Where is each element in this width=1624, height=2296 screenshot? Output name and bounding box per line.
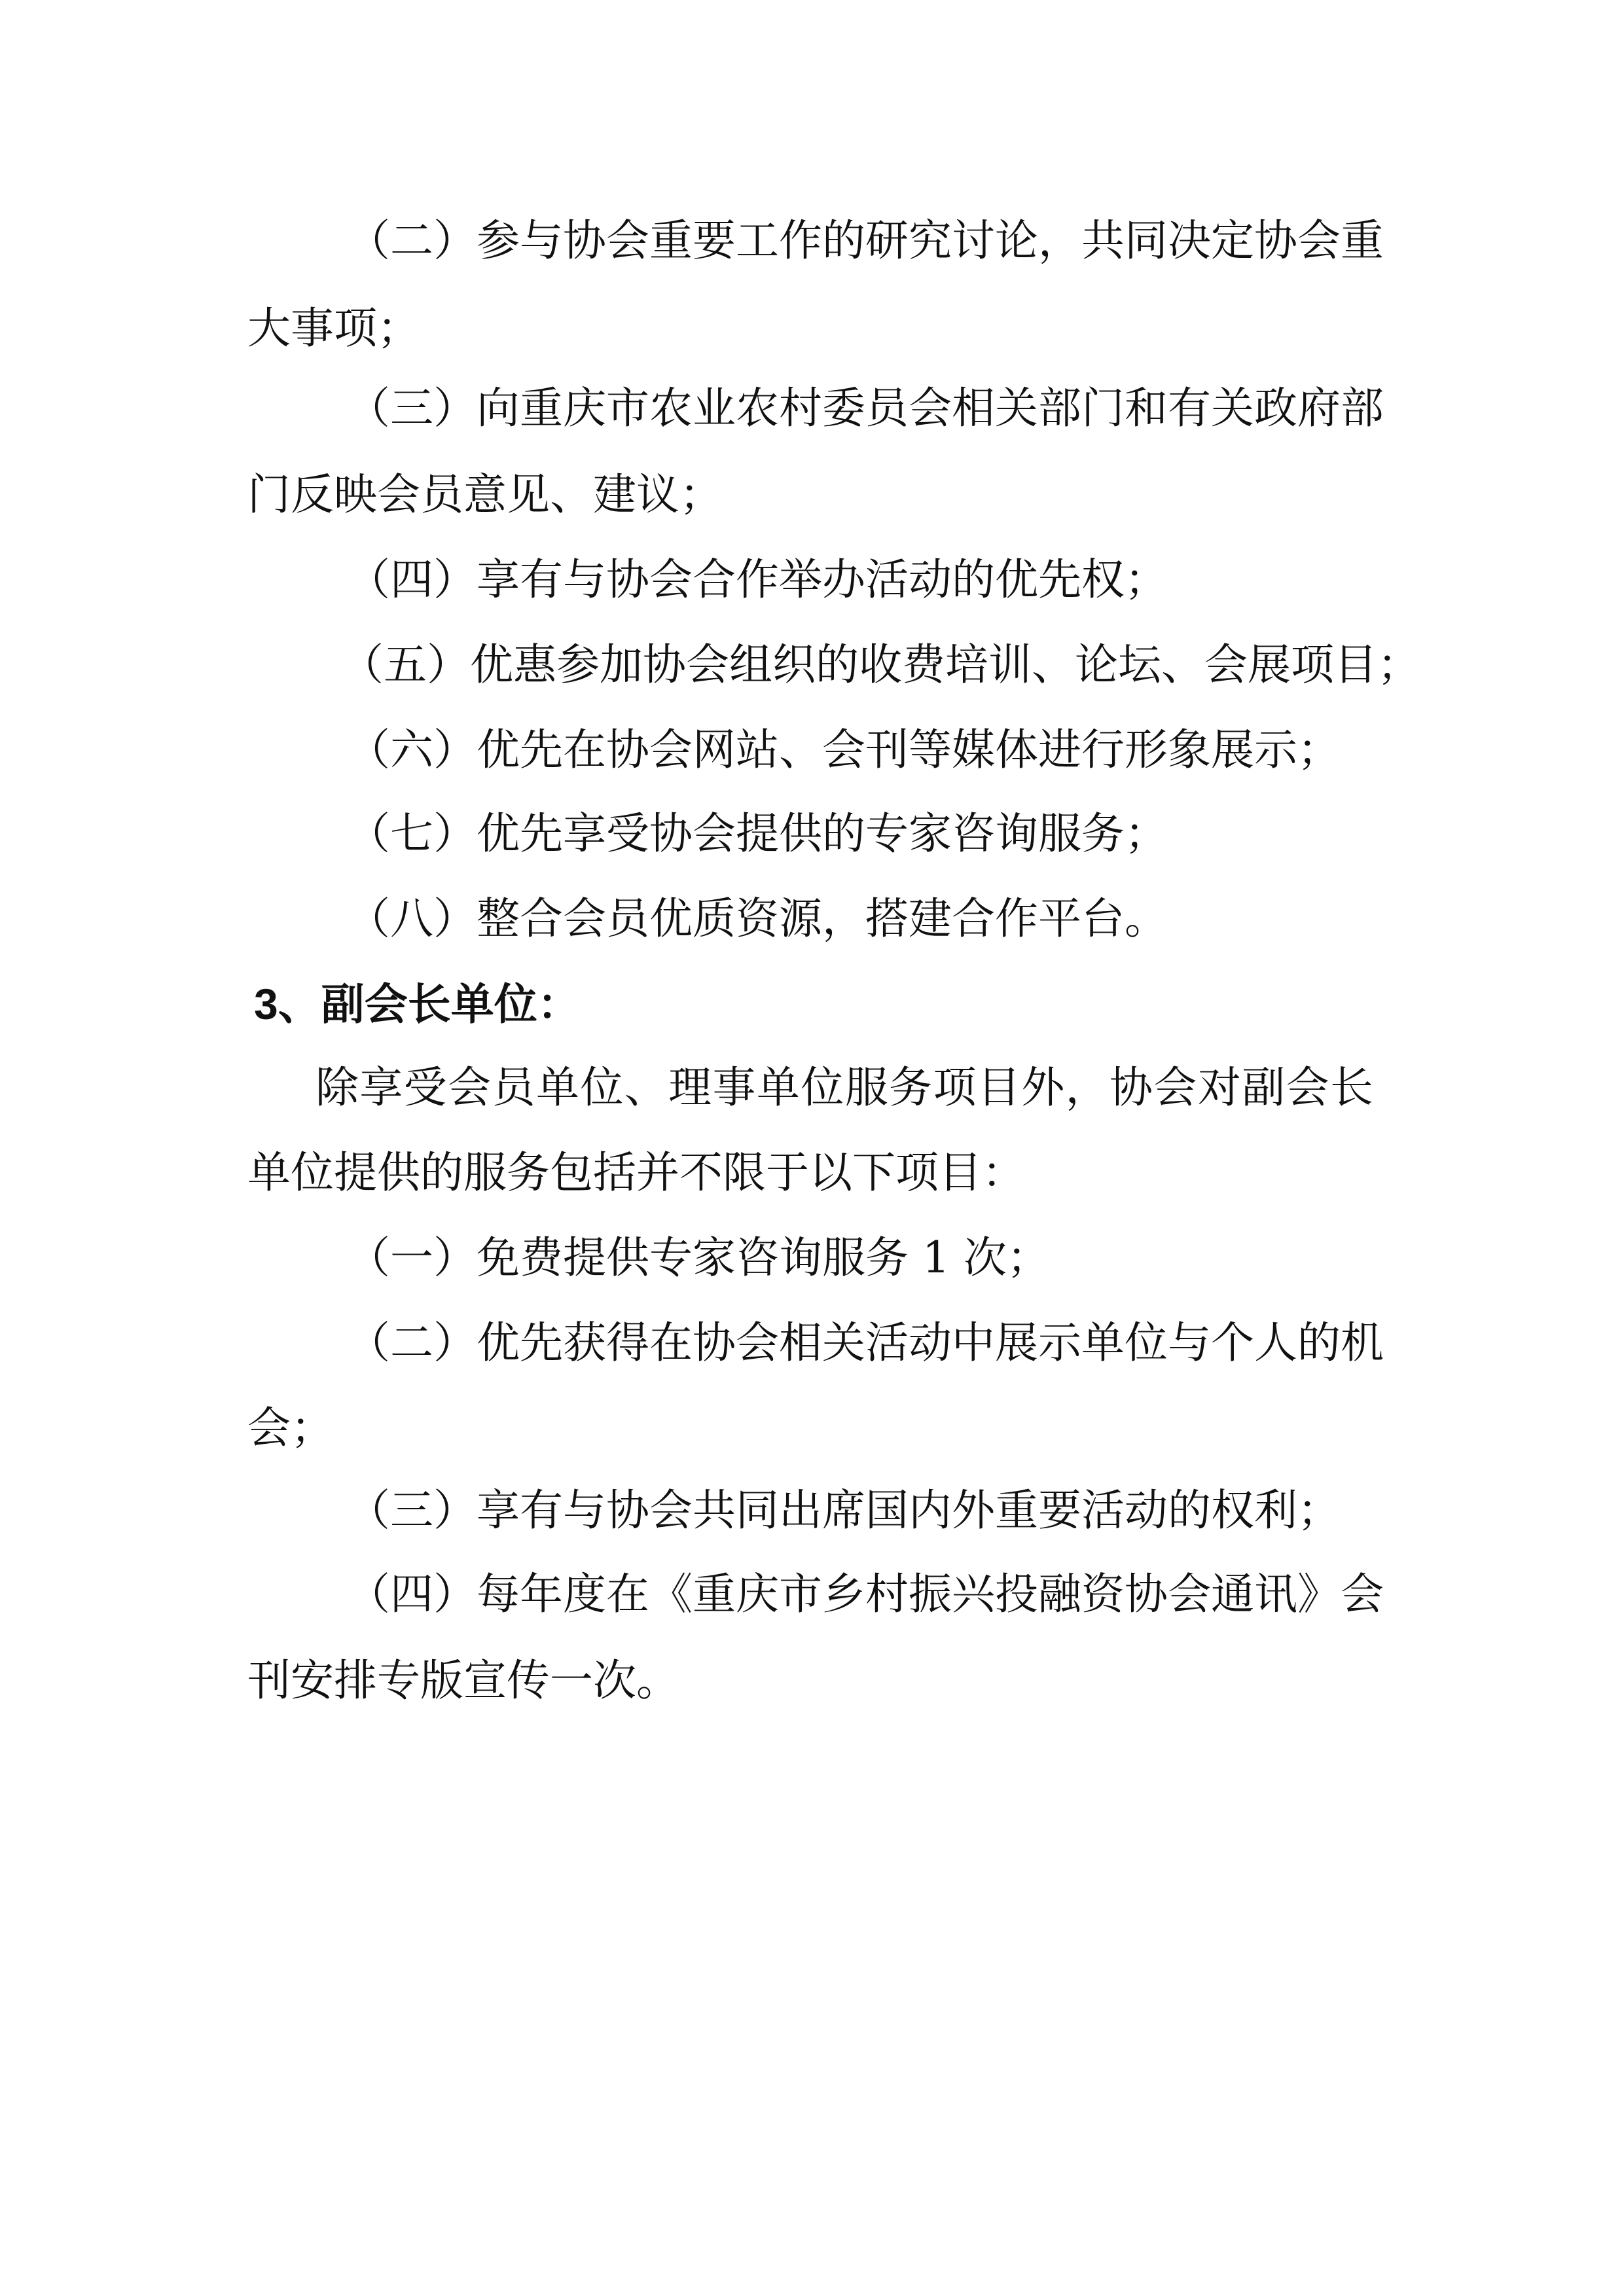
paragraph-8: （八）整合会员优质资源，搭建合作平台。 (347, 893, 1168, 944)
section-title: 、副会长单位： (278, 979, 581, 1030)
paragraph-4: （四）享有与协会合作举办活动的优先权； (347, 554, 1168, 605)
paragraph-2-line-2: 大事项； (247, 303, 420, 353)
section-number: 3 (254, 980, 278, 1028)
intro-line-1: 除享受会员单位、理事单位服务项目外，协会对副会长 (316, 1062, 1373, 1113)
paragraph-3-line-2: 门反映会员意见、建议； (247, 469, 723, 520)
item-3: （三）享有与协会共同出席国内外重要活动的权利； (347, 1485, 1341, 1535)
item-4-line-1: （四）每年度在《重庆市乡村振兴投融资协会通讯》会 (347, 1569, 1384, 1619)
paragraph-5: （五）优惠参加协会组织的收费培训、论坛、会展项目； (340, 639, 1420, 690)
intro-line-2: 单位提供的服务包括并不限于以下项目： (247, 1147, 1025, 1198)
paragraph-7: （七）优先享受协会提供的专家咨询服务； (347, 808, 1168, 859)
paragraph-2-line-1: （二）参与协会重要工作的研究讨论，共同决定协会重 (347, 215, 1384, 266)
item-2-line-2: 会； (247, 1403, 334, 1453)
item-1: （一）免费提供专家咨询服务 1 次； (347, 1232, 1050, 1283)
paragraph-3-line-1: （三）向重庆市农业农村委员会相关部门和有关政府部 (347, 383, 1384, 433)
item-4-line-2: 刊安排专版宣传一次。 (247, 1655, 679, 1706)
paragraph-6: （六）优先在协会网站、会刊等媒体进行形象展示； (347, 725, 1341, 775)
section-heading (254, 978, 581, 1031)
item-2-line-1: （二）优先获得在协会相关活动中展示单位与个人的机 (347, 1318, 1384, 1368)
